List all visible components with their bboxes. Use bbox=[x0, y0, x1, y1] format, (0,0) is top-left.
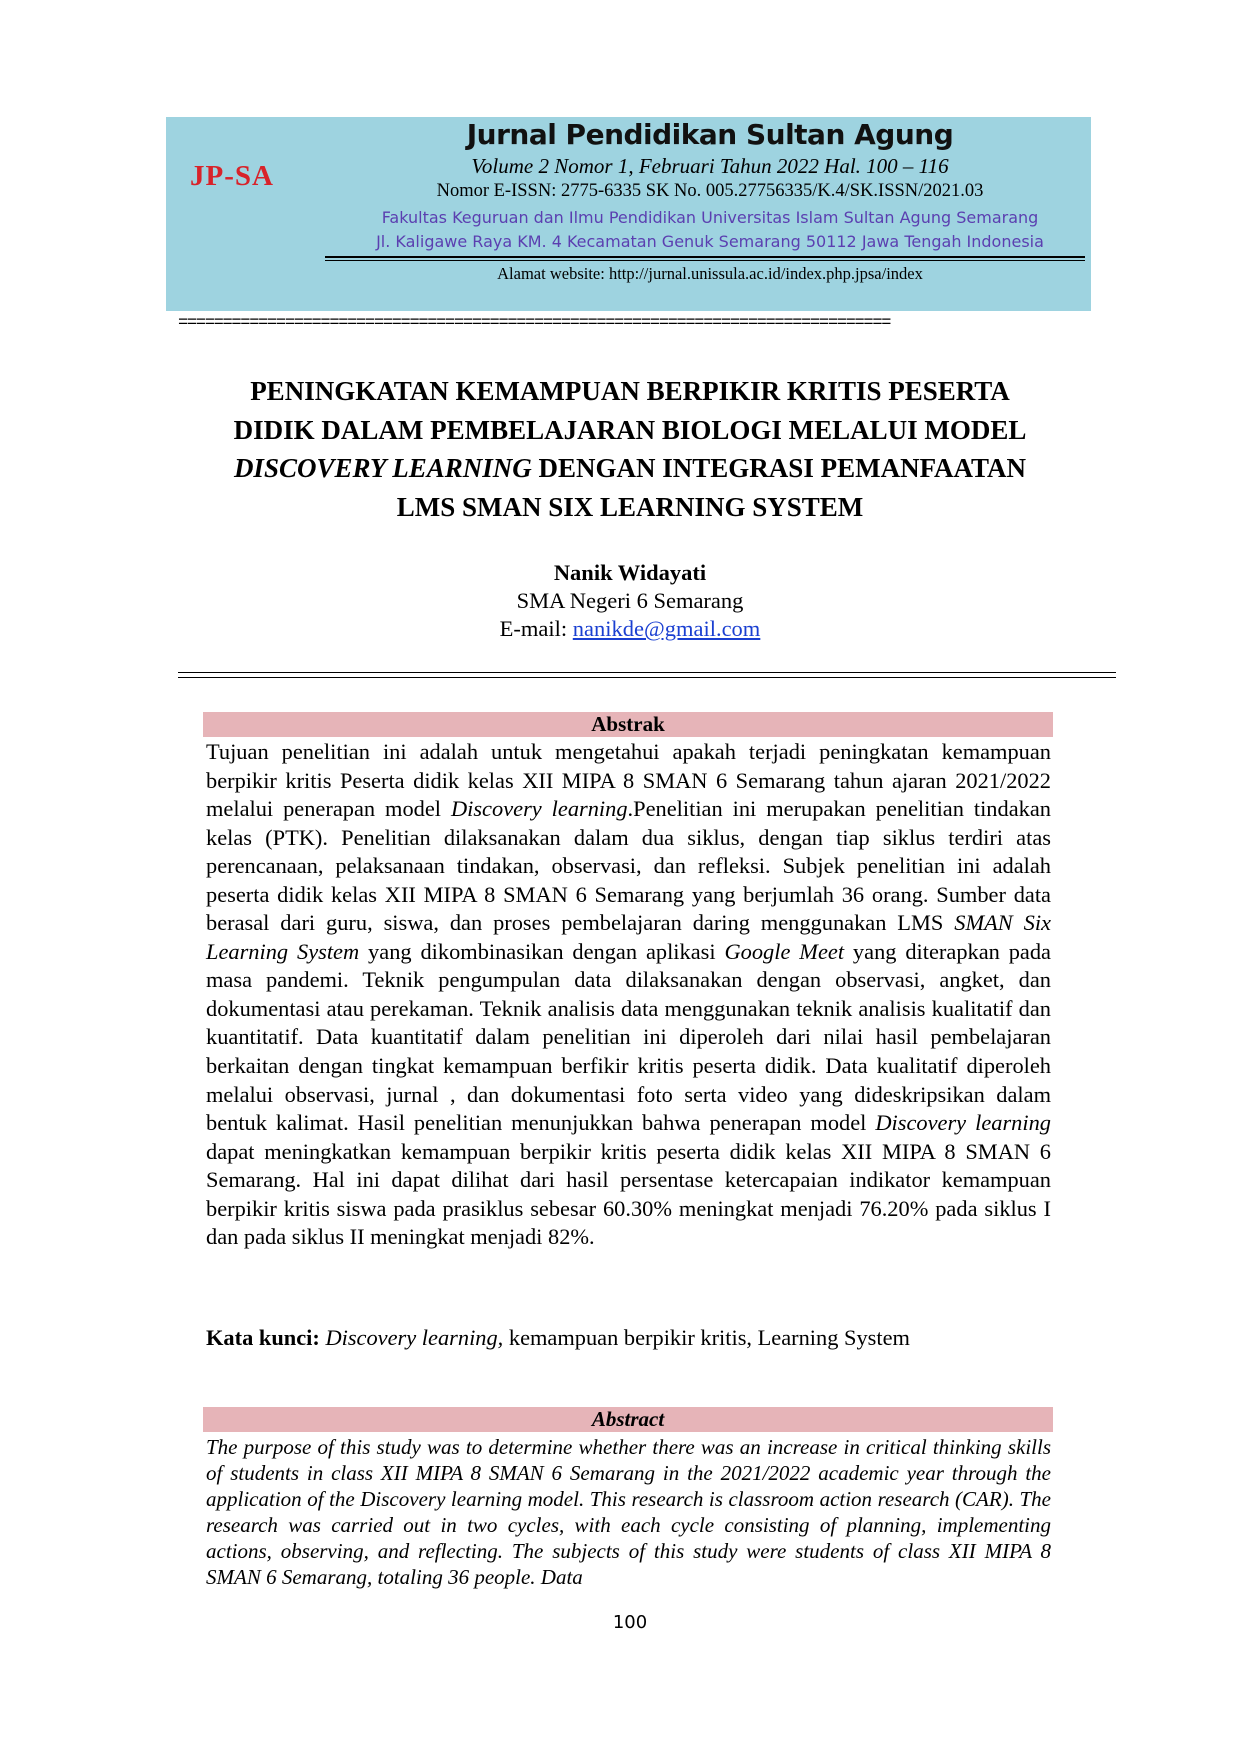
abstrak-text bbox=[206, 738, 1051, 1252]
page-number: 100 bbox=[612, 1612, 648, 1633]
keywords-italic: Discovery learning, bbox=[319, 1325, 504, 1350]
abstrak-italic: Discovery learning bbox=[450, 796, 628, 822]
abstrak-segment: yang dikombinasikan dengan aplikasi bbox=[359, 938, 725, 964]
journal-website: Alamat website: http://jurnal.unissula.ac.id/index.php.jpsa/index bbox=[497, 264, 923, 283]
abstract-heading: Abstract bbox=[203, 1407, 1053, 1432]
title-line: PENINGKATAN KEMAMPUAN BERPIKIR KRITIS PESERTA bbox=[250, 376, 1010, 406]
article-title bbox=[170, 372, 1090, 526]
abstrak-segment: yang diterapkan pada masa pandemi. Teknik pengumpulan data dilaksanakan dengan observasi, angket, dan dokumentasi atau perekaman. Teknik analisis data menggunakan teknik analisis kualitatif dan kuantitatif. Data kuantitatif dalam penelitian ini diperoleh dari nilai hasil pembelajaran berkaitan dengan tingkat kemampuan berfikir kritis peserta didik. Data kualitatif diperoleh melalui observasi, jurnal , dan dokumentasi foto serta video yang dideskripsikan dalam bentuk kalimat. Hasil penelitian menunjukkan bahwa penerapan model bbox=[206, 938, 1051, 1136]
journal-volume: Volume 2 Nomor 1, Februari Tahun 2022 Hal. 100 – 116 bbox=[471, 154, 949, 178]
title-line: LMS SMAN SIX LEARNING SYSTEM bbox=[396, 491, 864, 522]
section-divider bbox=[178, 677, 1116, 678]
abstract-text: The purpose of this study was to determine whether there was an increase in critical thinking skills of students in class XII MIPA 8 SMAN 6 Semarang in the 2021/2022 academic year through the application of the Discovery learning model. This research is classroom action research (CAR). The research was carried out in two cycles, with each cycle consisting of planning, implementing actions, observing, and reflecting. The subjects of this study were students of class XII MIPA 8 SMAN 6 Semarang, totaling 36 people. Data bbox=[206, 1435, 1051, 1589]
journal-faculty: Fakultas Keguruan dan Ilmu Pendidikan Universitas Islam Sultan Agung Semarang bbox=[381, 208, 1039, 227]
author-email-line bbox=[170, 616, 1090, 642]
keywords-label: Kata kunci: bbox=[206, 1325, 320, 1350]
keywords-line bbox=[206, 1325, 1051, 1351]
header-separator: ================================================================================ bbox=[178, 316, 891, 332]
title-line-italic: DISCOVERY LEARNING bbox=[233, 453, 532, 483]
author-affiliation: SMA Negeri 6 Semarang bbox=[516, 588, 744, 613]
abstrak-segment: Tujuan penelitian ini adalah untuk mengetahui apakah terjadi peningkatan kemampuan berpikir kritis Peserta didik kelas XII MIPA 8 SMAN 6 Semarang tahun ajaran 2021/2022 melalui penerapan model bbox=[206, 739, 1051, 822]
journal-title: Jurnal Pendidikan Sultan Agung bbox=[466, 118, 954, 151]
header-rule bbox=[325, 256, 1085, 258]
header-rule bbox=[325, 260, 1085, 261]
abstrak-italic: SMAN Six Learning System bbox=[206, 910, 1051, 964]
journal-logo: JP-SA bbox=[190, 160, 274, 192]
abstrak-segment: .Penelitian ini merupakan penelitian tindakan kelas (PTK). Penelitian dilaksanakan dalam dua siklus, dengan tiap siklus terdiri atas perencanaan, pelaksanaan tindakan, observasi, dan refleksi. Subjek penelitian ini adalah peserta didik kelas XII MIPA 8 SMAN 6 Semarang yang berjumlah 36 orang. Sumber data berasal dari guru, siswa, dan proses pembelajaran daring menggunakan LMS bbox=[206, 796, 1051, 936]
abstrak-segment: dapat meningkatkan kemampuan berpikir kritis peserta didik kelas XII MIPA 8 SMAN 6 Semarang. Hal ini dapat dilihat dari hasil persentase ketercapaian indikator kemampuan berpikir kritis siswa pada prasiklus sebesar 60.30% meningkat menjadi 76.20% pada siklus I dan pada siklus II meningkat menjadi 82%. bbox=[206, 1138, 1051, 1250]
journal-address: Jl. Kaligawe Raya KM. 4 Kecamatan Genuk Semarang 50112 Jawa Tengah Indonesia bbox=[376, 232, 1044, 251]
abstrak-italic: Google Meet bbox=[724, 938, 845, 964]
abstrak-heading: Abstrak bbox=[203, 712, 1053, 737]
journal-issn: Nomor E-ISSN: 2775-6335 SK No. 005.27756335/K.4/SK.ISSN/2021.03 bbox=[436, 181, 984, 201]
email-label: E-mail: bbox=[499, 616, 573, 641]
title-line: DENGAN INTEGRASI PEMANFAATAN bbox=[531, 453, 1027, 483]
author-name: Nanik Widayati bbox=[553, 560, 707, 585]
section-divider bbox=[178, 672, 1116, 673]
abstrak-italic: Discovery learning bbox=[875, 1110, 1051, 1136]
title-line: DIDIK DALAM PEMBELAJARAN BIOLOGI MELALUI MODEL bbox=[233, 414, 1027, 445]
keywords-rest: kemampuan berpikir kritis, Learning System bbox=[503, 1325, 910, 1350]
email-link[interactable]: nanikde@gmail.com bbox=[572, 616, 761, 641]
